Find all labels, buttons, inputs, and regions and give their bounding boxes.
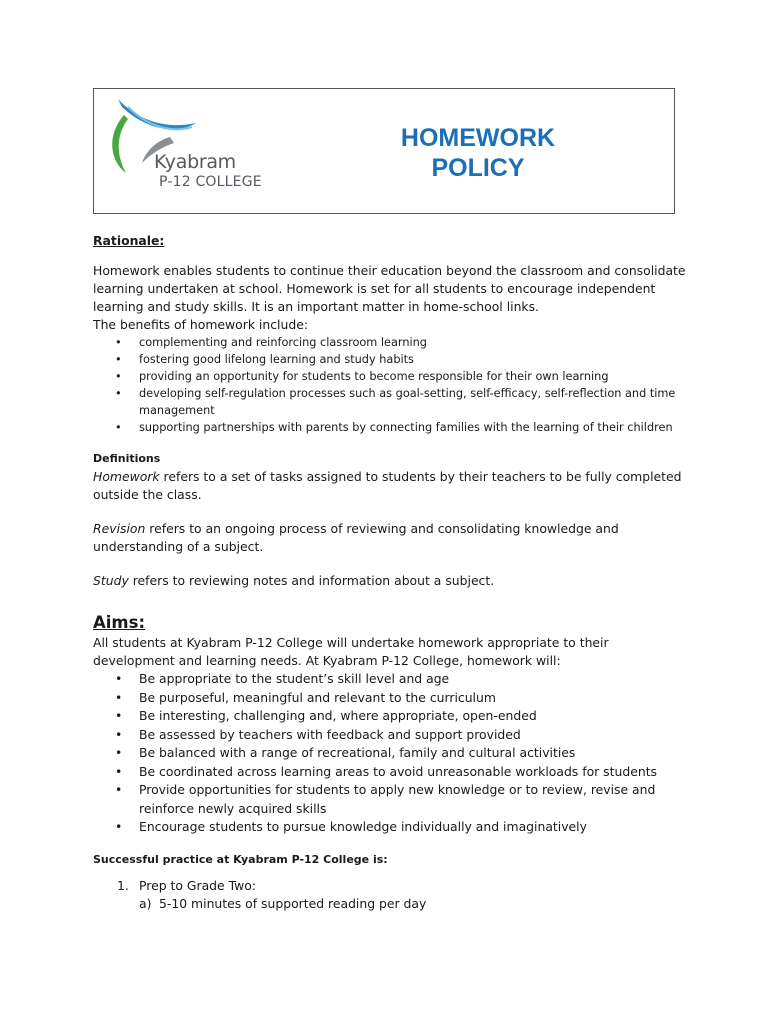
sub-item-text: 5-10 minutes of supported reading per day	[159, 895, 427, 911]
definition-text: refers to a set of tasks assigned to students by their teachers to be fully completed outside the class.	[93, 469, 682, 502]
title-line-2: POLICY	[431, 154, 525, 182]
item-number: 1.	[117, 877, 129, 893]
list-item: • Be appropriate to the student’s skill level and age	[93, 670, 693, 689]
list-item: • complementing and reinforcing classroom learning	[93, 334, 693, 351]
title-line-1: HOMEWORK	[400, 124, 556, 152]
benefits-list	[93, 334, 693, 436]
practice-heading: Successful practice at Kyabram P-12 College is:	[93, 852, 388, 866]
list-item: • Be coordinated across learning areas to avoid unreasonable workloads for students	[93, 763, 693, 782]
document-body	[93, 232, 693, 913]
list-item: • fostering good lifelong learning and study habits	[93, 351, 693, 368]
definitions-heading: Definitions	[93, 452, 161, 465]
list-item: • Be purposeful, meaningful and relevant to the curriculum	[93, 689, 693, 708]
term-study: Study	[93, 573, 129, 588]
aims-heading: Aims:	[93, 613, 146, 632]
rationale-heading: Rationale:	[93, 233, 165, 248]
list-item: • Be interesting, challenging and, where appropriate, open-ended	[93, 707, 693, 726]
header-box	[93, 88, 675, 214]
logo-name: Kyabram	[154, 151, 236, 173]
list-item: • supporting partnerships with parents by connecting families with the learning of their children	[93, 419, 693, 436]
list-item: • Be balanced with a range of recreational, family and cultural activities	[93, 744, 693, 763]
logo-college: P-12 COLLEGE	[159, 174, 262, 190]
definition-study	[93, 572, 693, 590]
item-text: Prep to Grade Two:	[139, 877, 257, 893]
aims-list	[93, 670, 693, 837]
benefits-intro: The benefits of homework include:	[93, 317, 309, 332]
list-item: • Provide opportunities for students to apply new knowledge or to review, revise and reinforce newly acquired skills	[93, 781, 693, 818]
list-item: • Encourage students to pursue knowledge individually and imaginatively	[93, 818, 693, 837]
document-title	[364, 123, 592, 183]
rationale-paragraph: Homework enables students to continue their education beyond the classroom and consolidate learning undertaken at school. Homework is set for all students to encourage independent learning and study skills. It is an important matter in home-school links.	[93, 263, 686, 314]
list-item: • Be assessed by teachers with feedback and support provided	[93, 726, 693, 745]
term-revision: Revision	[93, 521, 146, 536]
college-logo	[100, 93, 290, 193]
definition-homework	[93, 468, 693, 504]
numbered-item	[93, 877, 693, 895]
sub-item-letter: a)	[139, 895, 152, 911]
term-homework: Homework	[93, 469, 160, 484]
sub-item	[93, 895, 693, 913]
list-item: • developing self-regulation processes such as goal-setting, self-efficacy, self-reflection and time management	[93, 385, 693, 419]
aims-intro: All students at Kyabram P-12 College will undertake homework appropriate to their development and learning needs. At Kyabram P-12 College, homework will:	[93, 635, 609, 668]
definition-text: refers to an ongoing process of reviewing and consolidating knowledge and understanding of a subject.	[93, 521, 619, 554]
definition-revision	[93, 520, 693, 556]
definition-text: refers to reviewing notes and information about a subject.	[128, 573, 495, 588]
list-item: • providing an opportunity for students to become responsible for their own learning	[93, 368, 693, 385]
